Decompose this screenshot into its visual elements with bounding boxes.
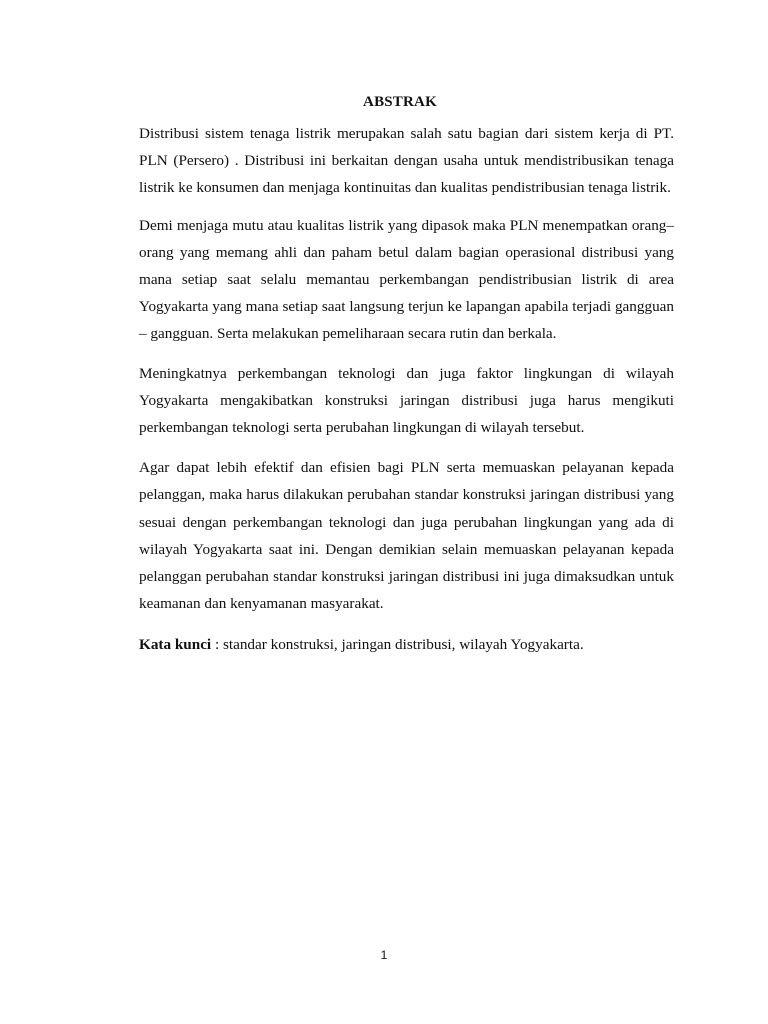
keywords-text: : standar konstruksi, jaringan distribusi, wilayah Yogyakarta. — [211, 636, 584, 654]
page-number: 1 — [380, 948, 388, 962]
keywords-line — [139, 631, 674, 658]
abstract-paragraph-2: Demi menjaga mutu atau kualitas listrik yang dipasok maka PLN menempatkan orang–orang yang memang ahli dan paham betul dalam bagian operasional distribusi yang mana setiap saat selalu memantau perkembangan pendistribusian listrik di area Yogyakarta yang mana setiap saat langsung terjun ke lapangan apabila terjadi gangguan – gangguan. Serta melakukan pemeliharaan secara rutin dan berkala. — [139, 216, 674, 343]
abstract-body — [139, 120, 674, 659]
abstract-paragraph-4: Agar dapat lebih efektif dan efisien bagi PLN serta memuaskan pelayanan kepada pelanggan, maka harus dilakukan perubahan standar konstruksi jaringan distribusi yang sesuai dengan perkembangan teknologi dan juga perubahan lingkungan yang ada di wilayah Yogyakarta saat ini. Dengan demikian selain memuaskan pelayanan kepada pelanggan perubahan standar konstruksi jaringan distribusi ini juga dimaksudkan untuk keamanan dan kenyamanan masyarakat. — [139, 459, 674, 613]
abstract-paragraph-3: Meningkatnya perkembangan teknologi dan juga faktor lingkungan di wilayah Yogyakarta mengakibatkan konstruksi jaringan distribusi juga harus mengikuti perkembangan teknologi serta perubahan lingkungan di wilayah tersebut. — [139, 364, 674, 437]
abstract-title: ABSTRAK — [363, 94, 437, 110]
abstract-paragraph-1: Distribusi sistem tenaga listrik merupakan salah satu bagian dari sistem kerja di PT. PLN (Persero) . Distribusi ini berkaitan dengan usaha untuk mendistribusikan tenaga listrik ke konsumen dan menjaga kontinuitas dan kualitas pendistribusian tenaga listrik. — [139, 125, 674, 197]
keywords-label: Kata kunci — [139, 636, 212, 654]
